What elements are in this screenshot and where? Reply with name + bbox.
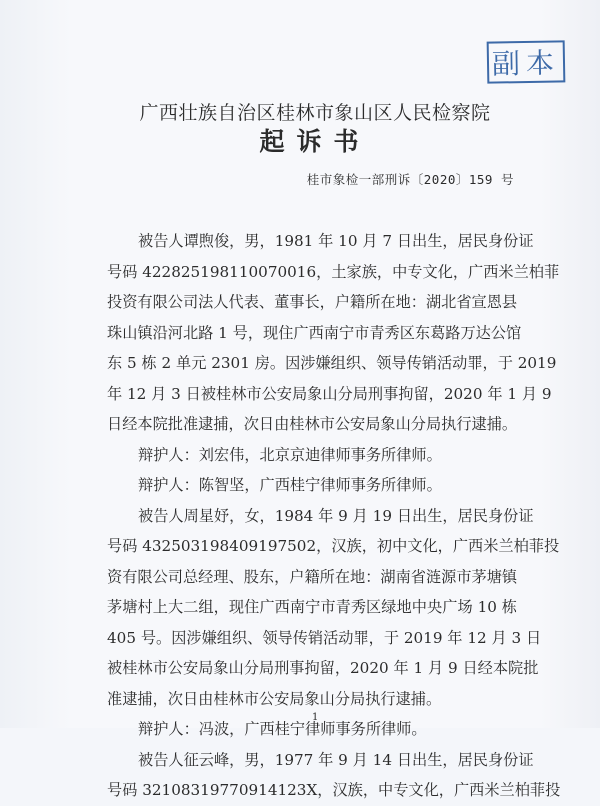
text-line: 珠山镇沿河北路 1 号，现住广西南宁市青秀区东葛路万达公馆 xyxy=(107,323,522,342)
text-line: 辩护人：陈智坚，广西桂宁律师事务所律师。 xyxy=(138,476,442,494)
text-line: 日经本院批准逮捕，次日由桂林市公安局象山分局执行逮捕。 xyxy=(107,415,518,433)
reference-number: 桂市象检一部刑诉〔2020〕159 号 xyxy=(306,172,514,187)
text-line: 405 号。因涉嫌组织、领导传销活动罪，于 2019 年 12 月 3 日 xyxy=(107,628,542,647)
text-line: 东 5 栋 2 单元 2301 房。因涉嫌组织、领导传销活动罪，于 2019 xyxy=(107,354,557,372)
page-number: 1 xyxy=(312,712,319,723)
text-line: 被告人谭煦俊，男，1981 年 10 月 7 日出生，居民身份证 xyxy=(138,232,534,250)
text-line: 号码 32108319770914123X，汉族，中专文化，广西米兰柏菲投 xyxy=(107,781,561,799)
text-line: 辩护人：刘宏伟，北京京迪律师事务所律师。 xyxy=(138,445,442,464)
text-line: 投资有限公司法人代表、董事长，户籍所在地：湖北省宣恩县 xyxy=(107,293,518,311)
text-line: 被桂林市公安局象山分局刑事拘留，2020 年 1 月 9 日经本院批 xyxy=(107,659,539,677)
copy-stamp: 副本 xyxy=(487,40,566,83)
text-line: 号码 432503198409197502，汉族，初中文化，广西米兰柏菲投 xyxy=(107,537,560,555)
text-line: 辩护人：冯波，广西桂宁律师事务所律师。 xyxy=(138,720,427,738)
text-line: 茅塘村上大二组，现住广西南宁市青秀区绿地中央广场 10 栋 xyxy=(107,598,517,616)
text-line: 被告人征云峰，男，1977 年 9 月 14 日出生，居民身份证 xyxy=(138,750,534,769)
text-line: 年 12 月 3 日被桂林市公安局象山分局刑事拘留，2020 年 1 月 9 xyxy=(107,384,552,403)
issuing-authority-title: 广西壮族自治区桂林市象山区人民检察院 xyxy=(139,102,491,124)
text-line: 被告人周星妤，女，1984 年 9 月 19 日出生，居民身份证 xyxy=(138,506,534,525)
document-title: 起诉书 xyxy=(259,127,371,156)
text-line: 准逮捕，次日由桂林市公安局象山分局执行逮捕。 xyxy=(107,689,442,708)
text-line: 资有限公司总经理、股东，户籍所在地：湖南省涟源市茅塘镇 xyxy=(107,567,518,586)
text-line: 号码 422825198110070016，土家族，中专文化，广西米兰柏菲 xyxy=(107,262,560,281)
